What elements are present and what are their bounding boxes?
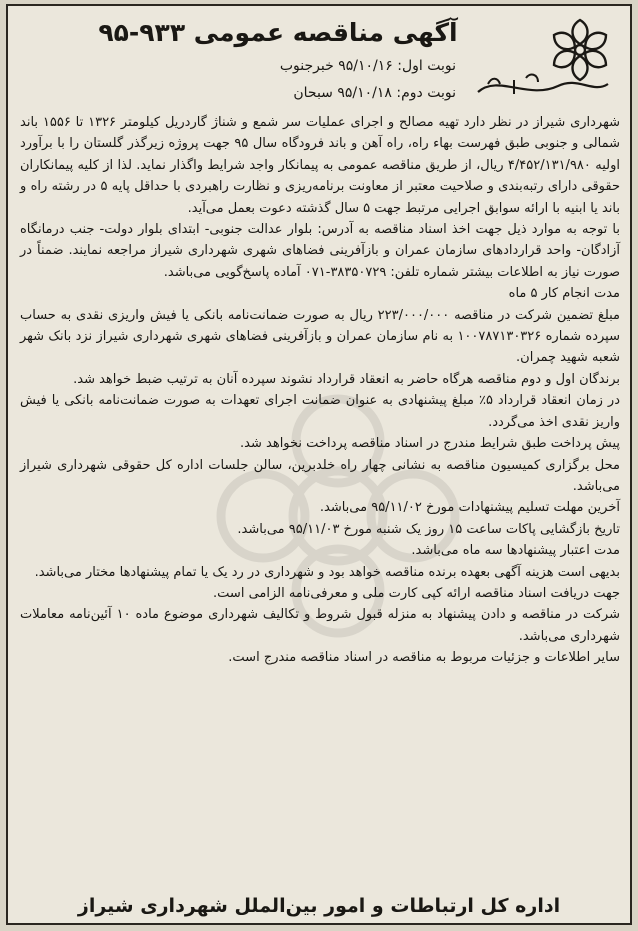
paragraph-winners: برندگان اول و دوم مناقصه هرگاه حاضر به انعقاد قرارداد نشوند سپرده آنان به ترتیب ضبط خواهد شد. xyxy=(73,371,620,387)
paragraph-performance-bond: در زمان انعقاد قرارداد ۵٪ مبلغ پیشنهادی به عنوان ضمانت اجرای تعهدات به صورت ضمانت‌نامه بانکی یا فیش واریز نقدی اخذ می‌گردد. xyxy=(20,393,620,430)
paragraph-ad-cost: بدیهی است هزینه آگهی بعهده برنده مناقصه خواهد بود و شهرداری در رد یک یا تمام پیشنهادها مختار می‌باشد. xyxy=(34,564,620,580)
flower-logo-icon xyxy=(468,14,618,104)
paragraph-guarantee: مبلغ تضمین شرکت در مناقصه ۲۲۳/۰۰۰/۰۰۰ ریال به صورت ضمانت‌نامه بانکی یا فیش واریزی نقدی به حساب سپرده شماره ۱۰۰۷۸۷۱۳۰۳۲۶ به نام سازمان عمران و بازآفرینی فضاهای شهری شهرداری شیراز نزد بانک شهر شعبه شهید چمران. xyxy=(20,307,621,366)
paragraph-duration: مدت انجام کار ۵ ماه xyxy=(508,286,620,302)
paragraph-documents: جهت دریافت اسناد مناقصه ارائه کپی کارت ملی و معرفی‌نامه الزامی است. xyxy=(213,585,620,601)
notice-body xyxy=(20,112,620,669)
paragraph-intro: شهرداری شیراز در نظر دارد تهیه مصالح و اجرای عملیات سر شمع و شناژ گاردریل کیلومتر ۱۳۲۶ تا ۱۵۵۶ باند شمالی و جنوبی طبق فهرست بهاء راه، راه آهن و باند فرودگاه سال ۹۵ جهت پروژه زیرگذر گلستان را با برآورد اولیه ۴/۴۵۲/۱۳۱/۹۸۰ ریال، از طریق مناقصه عمومی به پیمانکار واجد شرایط واگذار نماید. لذا از کلیه پیمانکاران حقوقی دارای رتبه‌بندی و صلاحیت معتبر از معاونت برنامه‌ریزی و نظارت راهبردی با حداقل پایه ۵ در رشته راه و باند یا ابنیه با ارائه سوابق اجرایی مرتبط جهت ۵ سال گذشته دعوت بعمل می‌آید. xyxy=(20,115,621,216)
paragraph-commission-venue: محل برگزاری کمیسیون مناقصه به نشانی چهار راه خلدبرین، سالن جلسات اداره کل حقوقی شهرداری شیراز می‌باشد. xyxy=(20,457,620,494)
publication-round-1: نوبت اول: ۹۵/۱۰/۱۶ خبرجنوب xyxy=(279,58,456,74)
notice-header xyxy=(8,6,630,114)
shiraz-municipality-logo xyxy=(468,14,618,104)
paragraph-address: با توجه به موارد ذیل جهت اخذ اسناد مناقصه به آدرس: بلوار عدالت جنوبی- ابتدای بلوار دولت- جنب درمانگاه آزادگان- واحد قراردادهای سازمان عمران و بازآفرینی فضاهای شهری شهرداری شیراز مراجعه نمایند. ضمناً در صورت نیاز به اطلاعات بیشتر شماره تلفن: ۳۸۳۵۰۷۲۹-۰۷۱ آماده پاسخ‌گویی می‌باشد. xyxy=(20,222,620,280)
paragraph-prepayment: پیش پرداخت طبق شرایط مندرج در اسناد مناقصه پرداخت نخواهد شد. xyxy=(240,436,620,452)
notice-sheet xyxy=(6,4,632,925)
paragraph-terms: شرکت در مناقصه و دادن پیشنهاد به منزله قبول شروط و تکالیف شهرداری موضوع ماده ۱۰ آئین‌نامه معاملات شهرداری می‌باشد. xyxy=(20,607,620,644)
paragraph-deadline: آخرین مهلت تسلیم پیشنهادات مورخ ۹۵/۱۱/۰۲ می‌باشد. xyxy=(319,500,620,516)
notice-footer-signature: اداره کل ارتباطات و امور بین‌الملل شهرداری شیراز xyxy=(77,895,561,917)
paragraph-opening-date: تاریخ بازگشایی پاکات ساعت ۱۵ روز یک شنبه مورخ ۹۵/۱۱/۰۳ می‌باشد. xyxy=(237,521,620,537)
notice-title: آگهی مناقصه عمومی ۹۳۳-۹۵ xyxy=(98,18,458,47)
paragraph-other-info: سایر اطلاعات و جزئیات مربوط به مناقصه در اسناد مناقصه مندرج است. xyxy=(228,650,620,666)
publication-round-2: نوبت دوم: ۹۵/۱۰/۱۸ سبحان xyxy=(293,85,456,101)
paragraph-validity: مدت اعتبار پیشنهادها سه ماه می‌باشد. xyxy=(411,543,620,559)
